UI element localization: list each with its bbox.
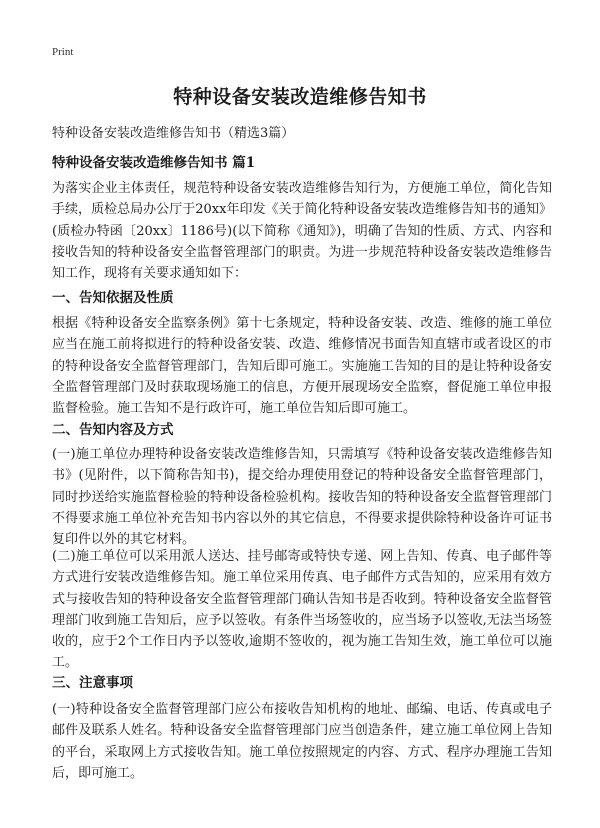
section-heading-content: 二、告知内容及方式 [52, 422, 174, 438]
intro-paragraph: 为落实企业主体责任，规范特种设备安装改造维修告知行为，方便施工单位，简化告知手续，质检总局办公厅于20xx年印发《关于简化特种设备安装改造维修告知书的通知》(质检办特函〔20xx〕1186号)(以下简称《通知》)，明确了告知的性质、方式、内容和接收告知的特种设备安全监督管理部门的职责。为进一步规范特种设备安装改造维修告知工作，现将有关要求通知如下： [52, 181, 552, 282]
section-content-paragraph-2: (二)施工单位可以采用派人送达、挂号邮寄或特快专递、网上告知、传真、电子邮件等方式进行安装改造维修告知。施工单位采用传真、电子邮件方式告知的，应采用有效方式与接收告知的特种设备安全监督管理部门确认告知书是否收到。特种设备安全监督管理部门收到施工告知后，应予以签收。有条件当场签收的，应当场予以签收,无法当场签收的，应于2个工作日内予以签收,逾期不签收的，视为施工告知生效，施工单位可以施工。 [52, 549, 552, 671]
section-basis-paragraph: 根据《特种设备安全监察条例》第十七条规定，特种设备安装、改造、维修的施工单位应当在施工前将拟进行的特种设备安装、改造、维修情况书面告知直辖市或者设区的市的特种设备安全监督管理部门，告知后即可施工。实施施工告知的目的是让特种设备安全监督管理部门及时获取现场施工的信息，方便开展现场安全监察，督促施工单位申报监督检验。施工告知不是行政许可，施工单位告知后即可施工。 [52, 316, 552, 417]
part-heading: 特种设备安装改造维修告知书 篇1 [52, 155, 256, 171]
print-label[interactable]: Print [52, 46, 74, 58]
section-notes-paragraph: (一)特种设备安全监督管理部门应公布接收告知机构的地址、邮编、电话、传真或电子邮件及联系人姓名。特种设备安全监督管理部门应当创造条件，建立施工单位网上告知的平台，采取网上方式接收告知。施工单位按照规定的内容、方式、程序办理施工告知后，即可施工。 [52, 702, 552, 781]
section-heading-notes: 三、注意事项 [52, 675, 133, 691]
document-subtitle: 特种设备安装改造维修告知书（精选3篇） [52, 126, 295, 141]
page-title: 特种设备安装改造维修告知书 [173, 86, 427, 108]
section-heading-basis: 一、告知依据及性质 [52, 290, 174, 306]
section-content-paragraph-1: (一)施工单位办理特种设备安装改造维修告知，只需填写《特种设备安装改造维修告知书》(见附件，以下简称告知书)，提交给办理使用登记的特种设备安全监督管理部门，同时抄送给实施监督检验的特种设备检验机构。接收告知的特种设备安全监督管理部门不得要求施工单位补充告知书内容以外的其它信息，不得要求提供除特种设备许可证书复印件以外的其它材料。 [52, 447, 552, 548]
